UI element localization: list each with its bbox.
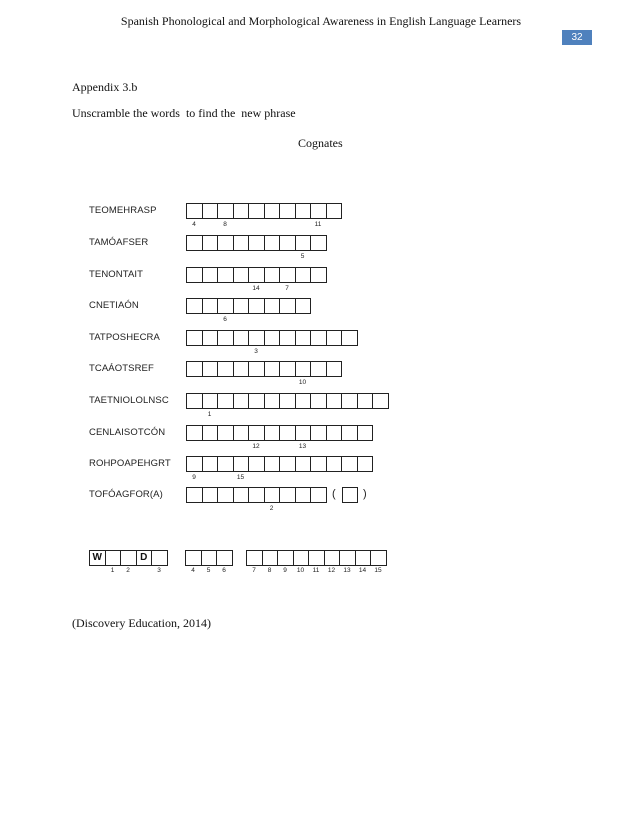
letter-box[interactable] bbox=[264, 393, 281, 409]
letter-box[interactable] bbox=[295, 456, 312, 472]
clue-number: 11 bbox=[314, 221, 322, 228]
answer-number: 1 bbox=[110, 567, 115, 574]
letter-box[interactable] bbox=[233, 393, 250, 409]
letter-box[interactable] bbox=[217, 425, 234, 441]
letter-box[interactable] bbox=[233, 298, 250, 314]
letter-box[interactable] bbox=[186, 425, 203, 441]
letter-box[interactable] bbox=[186, 203, 203, 219]
scrambled-word: TOFÓAGFOR(A) bbox=[89, 489, 163, 500]
puzzle-title: Cognates bbox=[298, 136, 343, 150]
clue-number: 3 bbox=[254, 348, 258, 355]
instruction-text: Unscramble the words to find the new phrase bbox=[72, 106, 296, 120]
letter-box[interactable] bbox=[310, 361, 327, 377]
clue-number: 2 bbox=[269, 505, 274, 512]
letter-box[interactable] bbox=[264, 235, 281, 251]
paren-close: ) bbox=[363, 488, 367, 500]
clue-number: 1 bbox=[207, 411, 212, 418]
letter-box[interactable] bbox=[295, 298, 312, 314]
letter-box[interactable] bbox=[186, 235, 203, 251]
clue-number: 9 bbox=[192, 474, 196, 481]
letter-box[interactable] bbox=[295, 203, 312, 219]
answer-number: 3 bbox=[157, 567, 161, 574]
letter-box[interactable] bbox=[295, 267, 312, 283]
clue-number: 15 bbox=[236, 474, 245, 481]
scrambled-word: ROHPOAPEHGRT bbox=[89, 458, 171, 469]
letter-box[interactable] bbox=[326, 456, 343, 472]
answer-box[interactable] bbox=[339, 550, 356, 566]
letter-box[interactable] bbox=[279, 487, 296, 503]
letter-box[interactable] bbox=[310, 456, 327, 472]
letter-box[interactable] bbox=[310, 393, 327, 409]
answer-box[interactable] bbox=[151, 550, 168, 566]
scrambled-word: TENONTAIT bbox=[89, 269, 144, 280]
answer-box[interactable] bbox=[120, 550, 137, 566]
scrambled-word: TAMÓAFSER bbox=[89, 237, 149, 248]
letter-box[interactable] bbox=[186, 361, 203, 377]
scrambled-word: TATPOSHECRA bbox=[89, 332, 160, 343]
appendix-label: Appendix 3.b bbox=[72, 80, 138, 94]
answer-box[interactable] bbox=[201, 550, 218, 566]
clue-number: 8 bbox=[223, 221, 227, 228]
letter-box[interactable] bbox=[217, 298, 234, 314]
letter-box[interactable] bbox=[279, 361, 296, 377]
letter-box[interactable] bbox=[295, 361, 312, 377]
letter-box[interactable] bbox=[217, 361, 234, 377]
letter-box[interactable] bbox=[310, 203, 327, 219]
letter-box[interactable] bbox=[248, 298, 265, 314]
letter-box[interactable] bbox=[248, 487, 265, 503]
answer-number: 14 bbox=[358, 567, 367, 574]
letter-box[interactable] bbox=[357, 456, 374, 472]
clue-number: 6 bbox=[223, 316, 227, 323]
letter-box[interactable] bbox=[264, 267, 281, 283]
letter-box[interactable] bbox=[248, 330, 265, 346]
letter-box[interactable] bbox=[248, 235, 265, 251]
answer-number: 9 bbox=[283, 567, 287, 574]
letter-box[interactable] bbox=[233, 425, 250, 441]
clue-number: 14 bbox=[252, 285, 260, 292]
citation: (Discovery Education, 2014) bbox=[72, 616, 211, 630]
letter-box[interactable] bbox=[264, 456, 281, 472]
letter-box[interactable] bbox=[279, 330, 296, 346]
running-header: Spanish Phonological and Morphological Awareness in English Language Learners bbox=[120, 14, 522, 28]
letter-box[interactable] bbox=[279, 203, 296, 219]
answer-box[interactable] bbox=[216, 550, 233, 566]
letter-box[interactable] bbox=[295, 393, 312, 409]
answer-number: 8 bbox=[267, 567, 272, 574]
letter-box[interactable] bbox=[217, 487, 234, 503]
letter-box[interactable] bbox=[202, 267, 219, 283]
letter-box[interactable] bbox=[341, 393, 358, 409]
answer-box[interactable] bbox=[277, 550, 294, 566]
letter-box[interactable] bbox=[279, 235, 296, 251]
clue-number: 10 bbox=[298, 379, 307, 386]
letter-box[interactable] bbox=[217, 456, 234, 472]
letter-box[interactable] bbox=[202, 298, 219, 314]
letter-box[interactable] bbox=[233, 235, 250, 251]
letter-box[interactable] bbox=[233, 203, 250, 219]
letter-box[interactable] bbox=[248, 425, 265, 441]
letter-box[interactable] bbox=[310, 425, 327, 441]
letter-box[interactable] bbox=[264, 203, 281, 219]
clue-number: 7 bbox=[285, 285, 289, 292]
letter-box[interactable] bbox=[186, 267, 203, 283]
answer-number: 5 bbox=[206, 567, 211, 574]
letter-box[interactable] bbox=[326, 425, 343, 441]
letter-box[interactable] bbox=[217, 267, 234, 283]
letter-box[interactable] bbox=[357, 425, 374, 441]
scrambled-word: TCAÁOTSREF bbox=[89, 363, 154, 374]
letter-box[interactable] bbox=[186, 456, 203, 472]
letter-box[interactable] bbox=[248, 456, 265, 472]
letter-box[interactable] bbox=[264, 425, 281, 441]
letter-box[interactable] bbox=[248, 393, 265, 409]
scrambled-word: CENLAISOTCÓN bbox=[89, 427, 166, 438]
letter-box[interactable] bbox=[264, 487, 281, 503]
letter-box[interactable] bbox=[217, 330, 234, 346]
answer-box[interactable] bbox=[262, 550, 279, 566]
clue-number: 5 bbox=[300, 253, 305, 260]
answer-number: 10 bbox=[296, 567, 305, 574]
answer-box[interactable] bbox=[324, 550, 341, 566]
letter-box[interactable] bbox=[186, 330, 203, 346]
letter-box[interactable] bbox=[248, 203, 265, 219]
letter-box[interactable] bbox=[264, 361, 281, 377]
answer-box[interactable] bbox=[185, 550, 202, 566]
answer-number: 4 bbox=[191, 567, 195, 574]
letter-box[interactable] bbox=[202, 361, 219, 377]
clue-number: 4 bbox=[192, 221, 196, 228]
letter-box[interactable] bbox=[326, 330, 343, 346]
letter-box[interactable] bbox=[372, 393, 389, 409]
answer-box[interactable]: W bbox=[89, 550, 106, 566]
letter-box[interactable] bbox=[295, 487, 312, 503]
letter-box[interactable] bbox=[202, 456, 219, 472]
letter-box[interactable] bbox=[202, 330, 219, 346]
letter-box[interactable] bbox=[310, 487, 327, 503]
letter-box[interactable] bbox=[310, 330, 327, 346]
answer-box[interactable] bbox=[246, 550, 263, 566]
letter-box[interactable] bbox=[341, 425, 358, 441]
letter-box[interactable] bbox=[341, 456, 358, 472]
answer-number: 2 bbox=[126, 567, 130, 574]
scrambled-word: CNETIAÓN bbox=[89, 300, 139, 311]
scrambled-word: TEOMEHRASP bbox=[89, 205, 157, 216]
letter-box[interactable] bbox=[279, 425, 296, 441]
letter-box[interactable] bbox=[186, 298, 203, 314]
letter-box[interactable] bbox=[264, 298, 281, 314]
scrambled-word: TAETNIOLOLNSC bbox=[89, 395, 169, 406]
answer-box[interactable]: D bbox=[136, 550, 153, 566]
page-number-badge: 32 bbox=[562, 30, 592, 45]
letter-box[interactable] bbox=[217, 393, 234, 409]
letter-box[interactable] bbox=[295, 235, 312, 251]
letter-box[interactable] bbox=[342, 487, 358, 503]
clue-number: 12 bbox=[252, 443, 260, 450]
letter-box[interactable] bbox=[233, 456, 250, 472]
letter-box[interactable] bbox=[202, 487, 219, 503]
letter-box[interactable] bbox=[341, 330, 358, 346]
letter-box[interactable] bbox=[279, 267, 296, 283]
letter-box[interactable] bbox=[202, 425, 219, 441]
letter-box[interactable] bbox=[326, 393, 343, 409]
letter-box[interactable] bbox=[233, 487, 250, 503]
letter-box[interactable] bbox=[233, 330, 250, 346]
answer-box[interactable] bbox=[355, 550, 372, 566]
letter-box[interactable] bbox=[295, 330, 312, 346]
answer-box[interactable] bbox=[308, 550, 325, 566]
letter-box[interactable] bbox=[202, 203, 219, 219]
answer-number: 6 bbox=[222, 567, 226, 574]
letter-box[interactable] bbox=[233, 361, 250, 377]
letter-box[interactable] bbox=[310, 235, 327, 251]
answer-number: 7 bbox=[252, 567, 256, 574]
answer-number: 15 bbox=[374, 567, 382, 574]
letter-box[interactable] bbox=[186, 393, 203, 409]
letter-box[interactable] bbox=[279, 393, 296, 409]
letter-box[interactable] bbox=[295, 425, 312, 441]
paren-open: ( bbox=[332, 488, 336, 500]
letter-box[interactable] bbox=[264, 330, 281, 346]
answer-number: 12 bbox=[327, 567, 336, 574]
letter-box[interactable] bbox=[233, 267, 250, 283]
answer-number: 11 bbox=[312, 567, 320, 574]
answer-box[interactable] bbox=[370, 550, 387, 566]
answer-box[interactable] bbox=[293, 550, 310, 566]
letter-box[interactable] bbox=[186, 487, 203, 503]
clue-number: 13 bbox=[298, 443, 307, 450]
letter-box[interactable] bbox=[279, 298, 296, 314]
letter-box[interactable] bbox=[357, 393, 374, 409]
letter-box[interactable] bbox=[217, 203, 234, 219]
letter-box[interactable] bbox=[202, 235, 219, 251]
letter-box[interactable] bbox=[202, 393, 219, 409]
letter-box[interactable] bbox=[248, 361, 265, 377]
letter-box[interactable] bbox=[217, 235, 234, 251]
letter-box[interactable] bbox=[326, 361, 343, 377]
answer-number: 13 bbox=[343, 567, 351, 574]
letter-box[interactable] bbox=[310, 267, 327, 283]
answer-box[interactable] bbox=[105, 550, 122, 566]
letter-box[interactable] bbox=[279, 456, 296, 472]
letter-box[interactable] bbox=[248, 267, 265, 283]
letter-box[interactable] bbox=[326, 203, 343, 219]
